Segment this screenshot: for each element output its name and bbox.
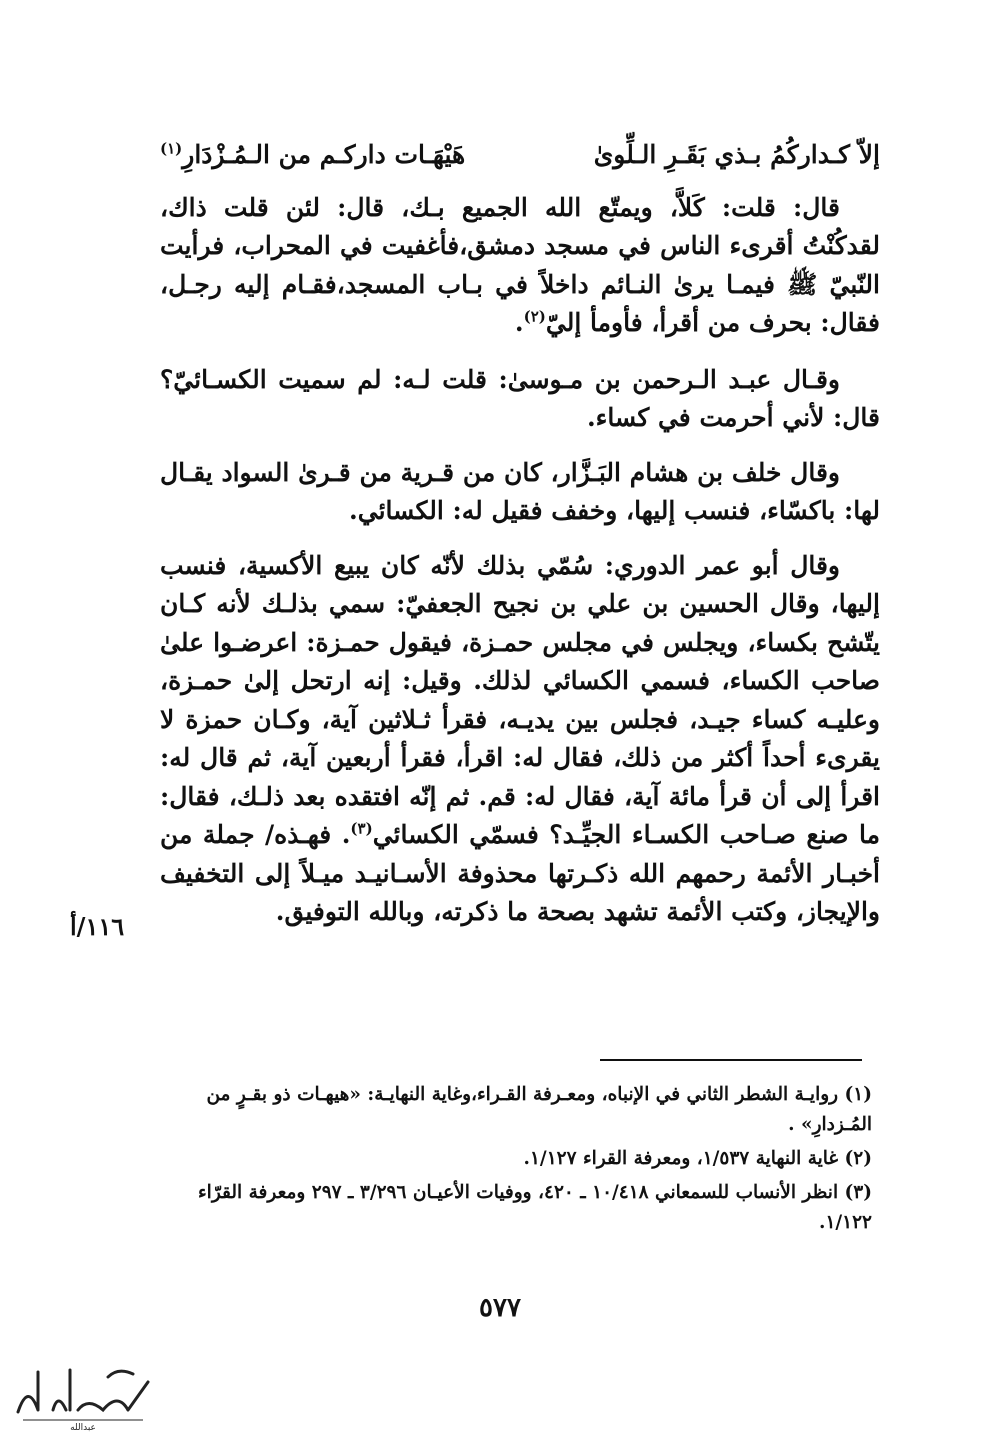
logo-subtext: عبدالله xyxy=(70,1423,96,1432)
paragraph-1-text: قال: قلت: كَلاَّ، ويمتّع الله الجميع بـك، قال: لئن قلت ذاك، لقدكُنْتُ أقرىء الناس في مسجد دمشق،فأغفيت في المحراب، فرأيت النّبيّ ﷺ فيمـا يرىٰ النـائم داخلاً في بـاب المسجد،فقـام إليه رجـل، فقال: بحرف من أقرأ، فأومأ إليّ xyxy=(160,192,880,337)
paragraph-1-tail: . xyxy=(514,308,524,337)
paragraph-1 xyxy=(160,189,880,343)
verse-second-hemistich-text: هَيْهَـات داركـم من الـمُـزْدَارِ xyxy=(182,140,466,169)
paragraph-2 xyxy=(160,361,880,438)
footnote-3: (٣) انظر الأنساب للسمعاني ١٠/٤١٨ ـ ٤٢٠، ووفيات الأعيـان ٣/٢٩٦ ـ ٢٩٧ ومعرفة القرّاء ١/١٢٢. xyxy=(197,1182,872,1233)
paragraph-4 xyxy=(160,547,880,932)
footnote-ref-1: (١) xyxy=(160,139,183,158)
main-text xyxy=(160,130,880,948)
paragraph-3-text: وقال خلف بن هشام البَـزَّار، كان من قـرية من قـرىٰ السواد يقـال لها: باكسّاء، فنسب إليها، وخفف فقيل له: الكسائي. xyxy=(160,457,880,525)
footnote-ref-2: (٢) xyxy=(523,307,546,326)
page-number: ٥٧٧ xyxy=(479,1293,521,1323)
paragraph-2-text: وقـال عبـد الـرحمن بن مـوسىٰ: قلت لـه: لم سميت الكسـائيّ؟ قال: لأني أحرمت في كساء. xyxy=(160,364,880,432)
watermark-logo-icon xyxy=(8,1352,158,1432)
poem-verse xyxy=(160,136,880,175)
paragraph-3 xyxy=(160,454,880,531)
footnote-1: (١) روايـة الشطر الثاني في الإنباه، ومعـرفة القـراء،وغاية النهايـة: «هيهـات ذو بقـرٍ من المُـزدارِ» . xyxy=(206,1084,872,1135)
footnote-2: (٢) غاية النهاية ١/٥٣٧، ومعرفة القراء ١/١٢٧. xyxy=(523,1148,872,1169)
footnote-ref-3: (٣) xyxy=(350,819,373,838)
verse-second-hemistich xyxy=(160,136,465,175)
paragraph-4-text: وقال أبو عمر الدوري: سُمّي بذلك لأنّه كان يبيع الأكسية، فنسب إليها، وقال الحسين بن علي بن نجيح الجعفيّ: سمي بذلـك لأنه كـان يتّشح بكساء، ويجلس في مجلس حمـزة، فيقول حمـزة: اعرضـوا علىٰ صاحب الكساء، فسمي الكسائي لذلك. وقيل: إنه ارتحل إلىٰ حمـزة، وعليـه كساء جيـد، فجلس بين يديـه، فقرأ ثـلاثين آية، وكـان حمزة لا يقرىء أحداً أكثر من ذلك، فقال له: اقرأ، فقرأ أربعين آية، ثم قال له: اقرأ إلى أن قرأ مائة آية، فقال له: قم. ثم إنّه افتقده بعد ذلـك، فقال: ما صنع صـاحب الكسـاء الجيِّـد؟ فسمّي الكسائي xyxy=(160,550,880,849)
verse-first-hemistich: إلاّ كـداركُمُ بـذي بَقَـرِ الـلِّوىٰ xyxy=(593,140,880,169)
paragraph-4-tail: . فهـذه/ جملة من أخبـار الأئمة رحمهم الله ذكـرتها محذوفة الأسـانيـد ميـلاً إلى التخفيف والإيجاز، وكتب الأئمة تشهد بصحة ما ذكرته، وبالله التوفيق. xyxy=(160,820,880,926)
footnote-separator xyxy=(600,1059,862,1061)
footnotes xyxy=(160,1080,872,1242)
manuscript-folio-marker: ١١٦/أ xyxy=(70,912,125,941)
